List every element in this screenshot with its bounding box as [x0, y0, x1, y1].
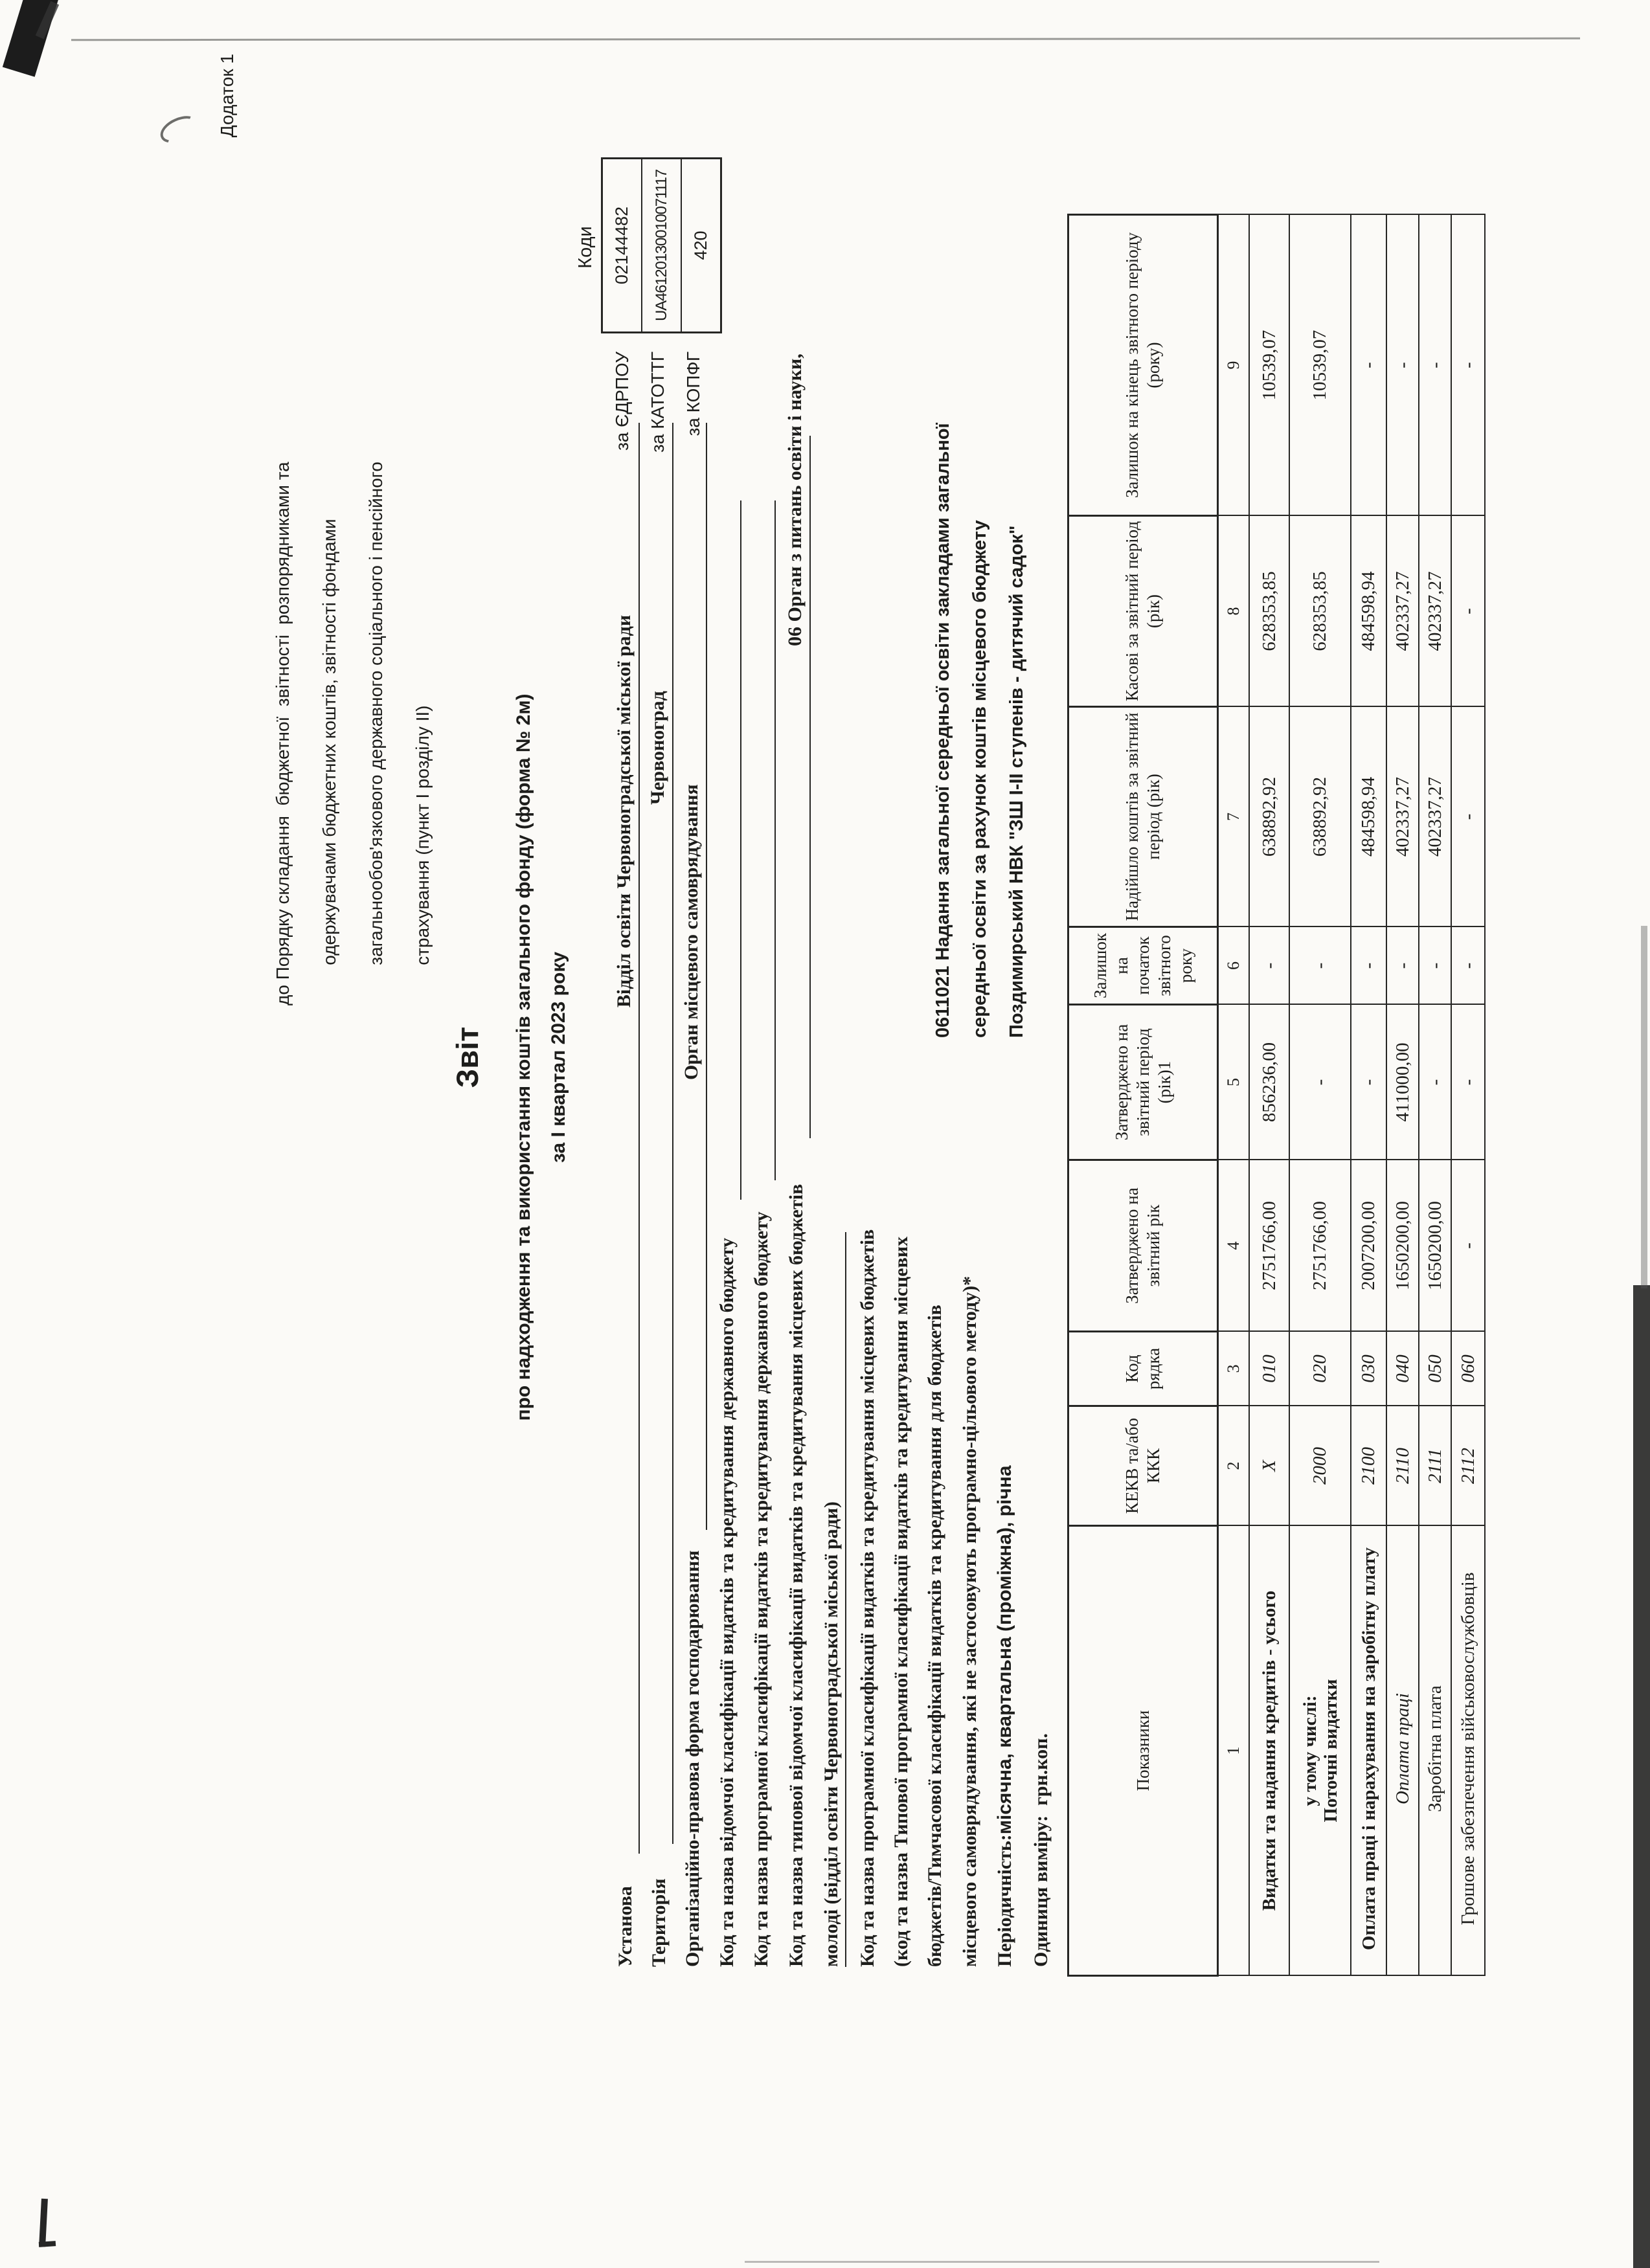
cell-balance-start: -: [1289, 927, 1351, 1005]
numbering-cell: 8: [1218, 516, 1250, 707]
row-kekv: 2111: [1419, 1406, 1451, 1526]
codes-header: Коди: [575, 226, 596, 269]
cell-cash: 628353,85: [1289, 516, 1351, 707]
report-subtitle: про надходження та використання коштів загального фонду (форма № 2м): [513, 693, 534, 1421]
row-kekv: 2112: [1451, 1406, 1485, 1526]
row-name: Видатки та надання кредитів - усього: [1249, 1526, 1289, 1976]
cell-approved-period: -: [1451, 1005, 1485, 1160]
numbering-cell: 4: [1218, 1160, 1250, 1332]
cell-approved-year: 2751766,00: [1289, 1160, 1351, 1332]
underline: [639, 423, 640, 1854]
numbering-cell: 5: [1218, 1005, 1250, 1160]
line-programna-misc-3: бюджетів/Тимчасової класифікації видатків та кредитування для бюджетів: [924, 1305, 945, 1967]
program-value-2: середньої освіти за рахунок коштів місцевого бюджету: [969, 520, 990, 1038]
cell-received: -: [1451, 707, 1485, 927]
cell-approved-year: -: [1451, 1160, 1485, 1332]
numbering-cell: 7: [1218, 707, 1250, 927]
row-kekv: 2000: [1289, 1406, 1351, 1526]
cell-approved-year: 1650200,00: [1419, 1160, 1451, 1332]
cell-approved-year: 2751766,00: [1249, 1160, 1289, 1332]
numbering-cell: 3: [1218, 1332, 1250, 1406]
header-kekv: КЕКВ та/або ККК: [1068, 1406, 1218, 1526]
cell-cash: 402337,27: [1386, 516, 1419, 707]
report-title: Звіт: [450, 1026, 484, 1088]
row-code: 010: [1249, 1332, 1289, 1406]
numbering-cell: 6: [1218, 927, 1250, 1005]
header-pokaznyky: Показники: [1068, 1526, 1218, 1976]
periodicity-label: Періодичність:: [994, 1834, 1015, 1967]
typova-value: 06 Орган з питань освіти і науки,: [784, 354, 806, 646]
underline: [672, 423, 673, 1844]
numbering-cell: 1: [1218, 1526, 1250, 1976]
row-code: 050: [1419, 1332, 1451, 1406]
table-row-010: [1249, 215, 1289, 1976]
cell-balance-end: -: [1386, 215, 1419, 516]
cell-cash: -: [1451, 516, 1485, 707]
report-table: [1067, 214, 1486, 1977]
numbering-cell: 2: [1218, 1406, 1250, 1526]
annex-label: Додаток 1: [217, 54, 237, 138]
cell-balance-start: -: [1386, 927, 1419, 1005]
orgform-value: Орган місцевого самоврядування: [681, 784, 702, 1080]
cell-balance-start: -: [1351, 927, 1386, 1005]
cell-cash: 402337,27: [1419, 516, 1451, 707]
periodicity-value: місячна, квартальна (проміжна), річна: [994, 1465, 1015, 1835]
code-value-katottg: UA46120130010071117: [642, 159, 682, 331]
row-name: Оплата праці і нарахування на заробітну плату: [1351, 1526, 1386, 1976]
header-balance-end: Залишок на кінець звітного періоду (року): [1068, 215, 1218, 516]
row-name: Оплата праці: [1386, 1526, 1419, 1976]
row-code: 040: [1386, 1332, 1419, 1406]
cell-balance-start: -: [1249, 927, 1289, 1005]
table-row-020: [1289, 215, 1351, 1976]
cell-approved-year: 1650200,00: [1386, 1160, 1419, 1332]
report-table-wrap: [1067, 214, 1486, 1977]
cell-balance-start: -: [1451, 927, 1485, 1005]
code-value-kopfg: 420: [691, 230, 710, 260]
row-kekv: X: [1249, 1406, 1289, 1526]
annex-line-3: загальнообов'язкового державного соціального і пенсійного: [366, 462, 386, 965]
unit-line: [1030, 1733, 1053, 1967]
ustanova-label: Установа: [615, 1886, 636, 1967]
row-kekv: 2100: [1351, 1406, 1386, 1526]
annex-line-1: до Порядку складання бюджетної звітності розпорядниками та: [273, 462, 293, 1005]
code-label-katottg: за КАТОТТГ: [648, 352, 668, 453]
header-approved-period: Затверджено на звітний період (рік)1: [1068, 1005, 1218, 1160]
ustanova-value: Відділ освіти Червоноградської міської ради: [613, 614, 635, 1008]
annex-block: [216, 54, 433, 1005]
table-row-030: [1351, 215, 1386, 1976]
annex-line-2: одержувачами бюджетних коштів, звітності фондами: [319, 519, 339, 965]
header-approved-year: Затверджено на звітний рік: [1068, 1160, 1218, 1332]
cell-balance-end: -: [1419, 215, 1451, 516]
line-programna-misc-4: місцевого самоврядування, які не застосовують програмно-цільового методу)*: [959, 1275, 980, 1967]
cell-approved-period: 411000,00: [1386, 1005, 1419, 1160]
annex-line-4: страхування (пункт І розділу ІІ): [412, 705, 433, 965]
cell-balance-end: 10539,07: [1249, 215, 1289, 516]
cell-received: 638892,92: [1289, 707, 1351, 927]
code-label-edrpou: за ЄДРПОУ: [612, 352, 632, 451]
annex-paragraph: [271, 229, 458, 1005]
cell-approved-period: 856236,00: [1249, 1005, 1289, 1160]
code-label-kopfg: за КОПФГ: [683, 352, 703, 436]
header-balance-start: Залишок на початок звітного року: [1068, 927, 1218, 1005]
row-name-line2: Поточні видатки: [1320, 1679, 1341, 1823]
cell-balance-end: -: [1451, 215, 1485, 516]
underline: [706, 423, 707, 1530]
cell-received: 484598,94: [1351, 707, 1386, 927]
table-numbering-row: [1218, 215, 1250, 1976]
row-code: 060: [1451, 1332, 1485, 1406]
unit-value: грн.коп.: [1030, 1733, 1052, 1806]
territory-value: Червоноград: [647, 691, 668, 805]
underline: [774, 500, 776, 1180]
line-programna-misc-1: Код та назва програмної класифікації видатків та кредитування місцевих бюджетів: [857, 1229, 878, 1967]
header-received: Надійшло коштів за звітний період (рік): [1068, 707, 1218, 927]
cell-balance-start: -: [1419, 927, 1451, 1005]
cell-cash: 484598,94: [1351, 516, 1386, 707]
underline: [740, 500, 741, 1200]
underline: [809, 436, 811, 1138]
row-name: [1289, 1526, 1351, 1976]
cell-balance-end: -: [1351, 215, 1386, 516]
header-cash: Касові за звітний період (рік): [1068, 516, 1218, 707]
row-code: 020: [1289, 1332, 1351, 1406]
cell-approved-period: -: [1351, 1005, 1386, 1160]
row-name: Грошове забезпечення військовослужбовців: [1451, 1526, 1485, 1976]
line-programna-derzh: Код та назва програмної класифікації видатків та кредитування державного бюджету: [751, 1211, 772, 1967]
line-programna-misc-2: (код та назва Типової програмної класифікації видатків та кредитування місцевих: [890, 1236, 912, 1967]
line-vidomcha: Код та назва відомчої класифікації видатків та кредитування державного бюджету: [716, 1237, 738, 1967]
periodicity-line: [993, 1465, 1017, 1967]
program-value-1: 0611021 Надання загальної середньої освіти закладами загальної: [932, 423, 953, 1038]
table-row-060: [1451, 215, 1485, 1976]
title-block: [451, 546, 571, 1569]
row-code: 030: [1351, 1332, 1386, 1406]
cell-received: 638892,92: [1249, 707, 1289, 927]
program-value-3: Поздимирський НВК "ЗШ І-ІІ ступенів - дитячий садок": [1006, 525, 1027, 1038]
code-value-edrpou: 02144482: [603, 159, 642, 331]
row-kekv: 2110: [1386, 1406, 1419, 1526]
underline: [845, 1232, 846, 1967]
row-name: Заробітна плата: [1419, 1526, 1451, 1976]
typova-value-wrap: молоді (відділ освіти Червоноградської міської ради): [820, 1501, 842, 1967]
codes-box: [601, 157, 722, 333]
table-row-050: [1419, 215, 1451, 1976]
cell-received: 402337,27: [1386, 707, 1419, 927]
table-header-row: [1068, 215, 1218, 1976]
report-period: за І квартал 2023 року: [548, 951, 569, 1163]
header-kod-riadka: Код рядка: [1068, 1332, 1218, 1406]
row-name-line1: у тому числі:: [1299, 1695, 1320, 1806]
cell-approved-year: 2007200,00: [1351, 1160, 1386, 1332]
cell-approved-period: -: [1419, 1005, 1451, 1160]
scan-artifact-right-edge-faint: [1641, 926, 1647, 1288]
cell-approved-period: -: [1289, 1005, 1351, 1160]
cell-cash: 628353,85: [1249, 516, 1289, 707]
line-typova: Код та назва типової відомчої класифікації видатків та кредитування місцевих бюджетів: [785, 1184, 807, 1967]
unit-label: Одиниця виміру:: [1030, 1815, 1052, 1967]
numbering-cell: 9: [1218, 215, 1250, 516]
orgform-label: Організаційно-правова форма господарювання: [682, 1550, 703, 1967]
cell-balance-end: 10539,07: [1289, 215, 1351, 516]
territory-label: Територія: [648, 1878, 670, 1967]
table-row-040: [1386, 215, 1419, 1976]
cell-received: 402337,27: [1419, 707, 1451, 927]
scan-artifact-bottom-line: [745, 2261, 1379, 2263]
scan-artifact-right-edge: [1633, 1285, 1650, 2268]
